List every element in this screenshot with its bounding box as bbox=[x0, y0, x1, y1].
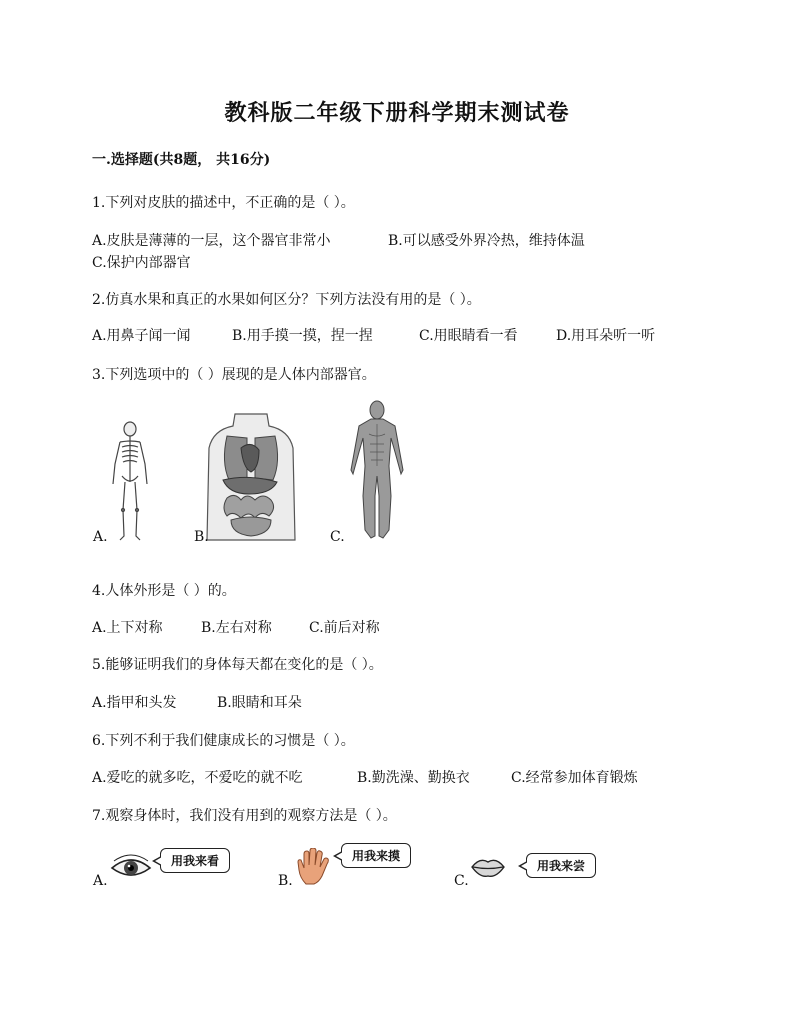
question-5-stem: 5.能够证明我们的身体每天都在变化的是（ ）。 bbox=[92, 657, 383, 673]
bubble-touch: 用我来摸 bbox=[341, 843, 411, 868]
hand-icon bbox=[296, 848, 332, 886]
torso-organs-icon bbox=[205, 412, 297, 542]
q1-option-c: C.保护内部器官 bbox=[92, 255, 191, 271]
q2-option-a: A.用鼻子闻一闻 bbox=[92, 328, 191, 344]
q2-option-d: D.用耳朵听一听 bbox=[556, 328, 656, 344]
question-2-stem: 2.仿真水果和真正的水果如何区分？下列方法没有用的是（ ）。 bbox=[92, 292, 481, 308]
q3-option-c: C. bbox=[330, 529, 345, 545]
question-6-stem: 6.下列不利于我们健康成长的习惯是（ ）。 bbox=[92, 733, 355, 749]
section-heading: 一.选择题(共8题， 共16分) bbox=[92, 152, 271, 168]
q7-option-b: B. bbox=[278, 873, 293, 889]
page-title: 教科版二年级下册科学期末测试卷 bbox=[224, 101, 570, 126]
bubble-see: 用我来看 bbox=[160, 848, 230, 873]
muscle-body-icon bbox=[345, 400, 409, 542]
q2-option-b: B.用手摸一摸，捏一捏 bbox=[232, 328, 373, 344]
q4-option-b: B.左右对称 bbox=[201, 620, 272, 636]
q6-option-a: A.爱吃的就多吃，不爱吃的就不吃 bbox=[92, 770, 303, 786]
q7-option-a: A. bbox=[93, 873, 108, 889]
q5-option-b: B.眼睛和耳朵 bbox=[217, 695, 302, 711]
q6-option-c: C.经常参加体育锻炼 bbox=[511, 770, 638, 786]
q4-option-c: C.前后对称 bbox=[309, 620, 380, 636]
skeleton-icon bbox=[108, 420, 152, 542]
q7-option-c: C. bbox=[454, 873, 469, 889]
q2-option-c: C.用眼睛看一看 bbox=[419, 328, 518, 344]
q3-option-a: A. bbox=[93, 529, 108, 545]
q3-option-b: B. bbox=[194, 529, 209, 545]
question-7-stem: 7.观察身体时，我们没有用到的观察方法是（ ）。 bbox=[92, 808, 397, 824]
q1-option-a: A.皮肤是薄薄的一层，这个器官非常小 bbox=[92, 233, 331, 249]
q4-option-a: A.上下对称 bbox=[92, 620, 163, 636]
q6-option-b: B.勤洗澡、勤换衣 bbox=[357, 770, 470, 786]
question-1-stem: 1.下列对皮肤的描述中，不正确的是（ ）。 bbox=[92, 195, 355, 211]
q5-option-a: A.指甲和头发 bbox=[92, 695, 177, 711]
question-3-stem: 3.下列选项中的（ ）展现的是人体内部器官。 bbox=[92, 367, 376, 383]
q1-option-b: B.可以感受外界冷热，维持体温 bbox=[388, 233, 585, 249]
eye-icon bbox=[110, 852, 152, 882]
question-4-stem: 4.人体外形是（ ）的。 bbox=[92, 583, 236, 599]
bubble-taste: 用我来尝 bbox=[526, 853, 596, 878]
lips-icon bbox=[470, 856, 506, 878]
